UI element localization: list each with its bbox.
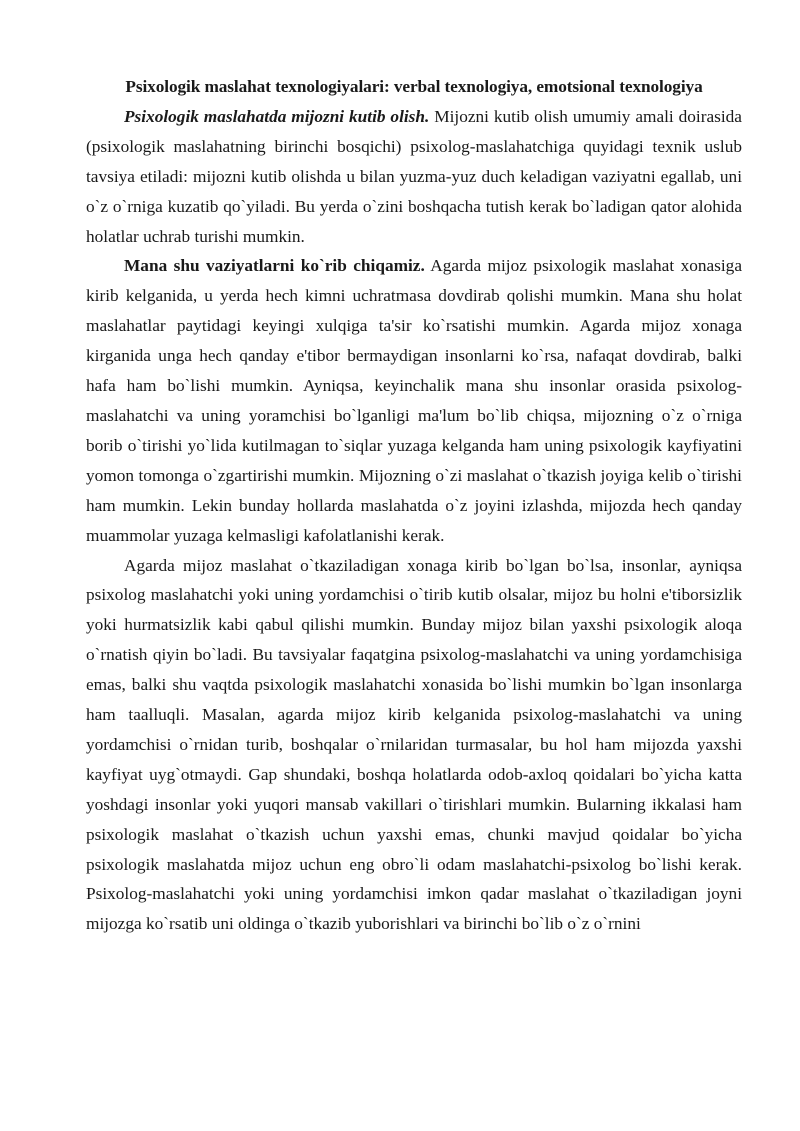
paragraph-1-lead: Psixologik maslahatda mijozni kutib olish. <box>124 106 430 126</box>
paragraph-1 <box>86 102 742 252</box>
document-page <box>86 72 742 939</box>
document-title: Psixologik maslahat texnologiyalari: verbal texnologiya, emotsional texnologiya <box>125 77 703 96</box>
paragraph-3 <box>86 551 742 940</box>
paragraph-2 <box>86 251 742 550</box>
paragraph-1-text: Mijozni kutib olish umumiy amali doirasida (psixologik maslahatning birinchi bosqichi) psixolog-maslahatchiga quyidagi texnik uslub tavsiya etiladi: mijozni kutib olishda u bilan yuzma-yuz duch keladigan vaziyatni egallab, uni o`z o`rniga kuzatib qo`yiladi. Bu yerda o`zini boshqacha tutish kerak bo`ladigan qator alohida holatlar uchrab turishi mumkin. <box>86 106 742 246</box>
paragraph-2-text: Agarda mijoz psixologik maslahat xonasiga kirib kelganida, u yerda hech kimni uchratmasa dovdirab qolishi mumkin. Mana shu holat maslahatlar paytidagi keyingi xulqiga ta'sir ko`rsatishi mumkin. Agarda mijoz xonaga kirganida unga hech qanday e'tibor bermaydigan insonlarni ko`rsa, nafaqat dovdirab, balki hafa ham bo`lishi mumkin. Ayniqsa, keyinchalik mana shu insonlar orasida psixolog-maslahatchi va uning yoramchisi bo`lganligi ma'lum bo`lib chiqsa, mijozning o`z o`rniga borib o`tirishi yo`lida kutilmagan to`siqlar yuzaga kelganda ham uning psixologik kayfiyatini yomon tomonga o`zgartirishi mumkin. Mijozning o`zi maslahat o`tkazish joyiga kelib o`tirishi ham mumkin. Lekin bunday hollarda maslahatda o`z joyini izlashda, mijozda hech qanday muammolar yuzaga kelmasligi kafolatlanishi kerak. <box>86 256 742 545</box>
paragraph-2-lead: Mana shu vaziyatlarni ko`rib chiqamiz. <box>124 256 425 276</box>
paragraph-3-text: Agarda mijoz maslahat o`tkaziladigan xonaga kirib bo`lgan bo`lsa, insonlar, ayniqsa psixolog maslahatchi yoki uning yordamchisi o`tirib kutib olsalar, mijoz bu holni e'tiborsizlik yoki hurmatsizlik kabi qabul qilishi mumkin. Bunday mijoz bilan yaxshi psixologik aloqa o`rnatish qiyin bo`ladi. Bu tavsiyalar faqatgina psixolog-maslahatchi va uning yordamchisiga emas, balki shu vaqtda psixologik maslahatchi xonasida bo`lishi mumkin bo`lgan insonlarga ham taalluqli. Masalan, agarda mijoz kirib kelganida psixolog-maslahatchi va uning yordamchisi o`rnidan turib, boshqalar o`rnilaridan turmasalar, bu hol ham mijozda yaxshi kayfiyat uyg`otmaydi. Gap shundaki, boshqa holatlarda odob-axloq qoidalari bo`yicha katta yoshdagi insonlar yoki yuqori mansab vakillari o`tirishlari mumkin. Bularning ikkalasi ham psixologik maslahat o`tkazish uchun yaxshi emas, chunki mavjud qoidalar bo`yicha psixologik maslahatda mijoz uchun eng obro`li odam maslahatchi-psixolog bo`lishi kerak. Psixolog-maslahatchi yoki uning yordamchisi imkon qadar maslahat o`tkaziladigan joyni mijozga ko`rsatib uni oldinga o`tkazib yuborishlari va birinchi bo`lib o`z o`rnini <box>86 555 742 934</box>
